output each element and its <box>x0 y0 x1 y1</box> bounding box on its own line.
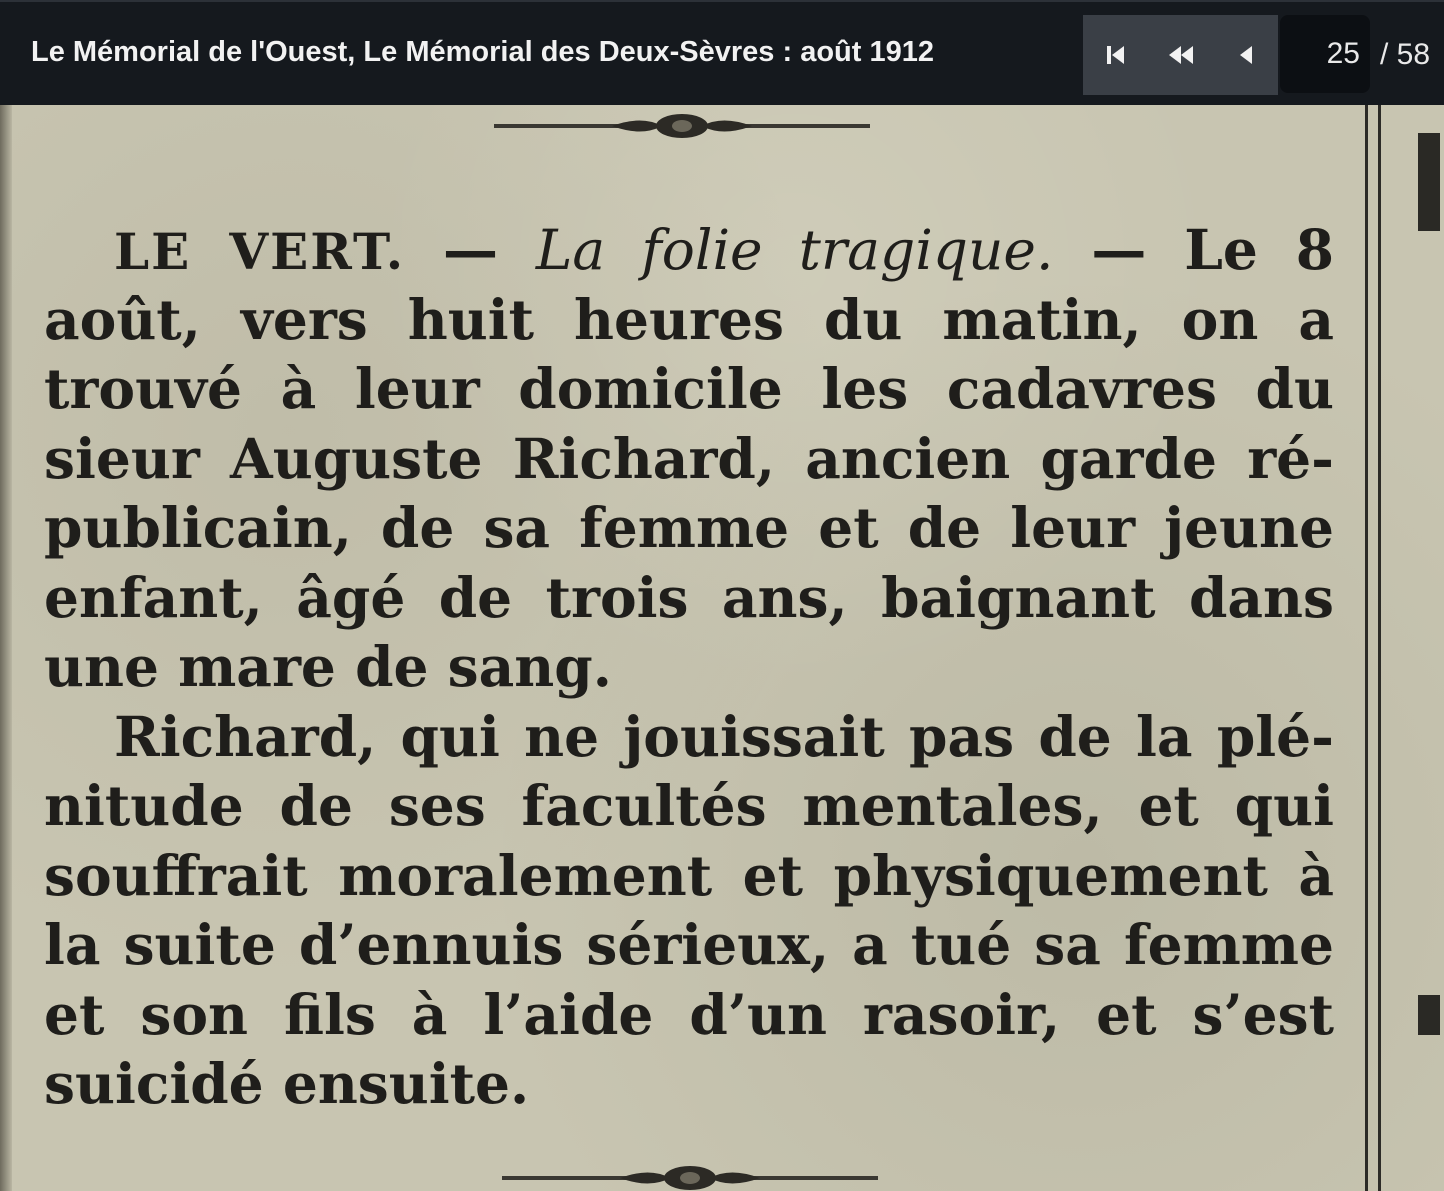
fragment-2 <box>1418 995 1440 1035</box>
page-edge-shadow <box>0 105 12 1191</box>
article <box>44 215 1334 1119</box>
article-line: une mare de sang. <box>44 634 612 699</box>
top-ornament-icon <box>492 109 872 145</box>
article-line: — Le 8 <box>1091 217 1334 282</box>
article-heading-dash: — <box>443 217 499 282</box>
article-line: août, vers huit heures du matin, on a <box>44 286 1334 352</box>
article-line: nitude de ses facultés mentales, et qui <box>44 773 1334 838</box>
article-line: souffrait moralement et physiquement à <box>44 842 1334 908</box>
previous-page-icon <box>1238 44 1254 66</box>
viewer-toolbar <box>0 0 1444 105</box>
article-line: Richard, qui ne jouissait pas de la plé- <box>114 703 1334 769</box>
article-title: La folie tragique. <box>535 218 1054 282</box>
current-page-input[interactable] <box>1280 15 1370 93</box>
article-line: et son fils à l’aide d’un rasoir, et s’est <box>44 981 1334 1047</box>
article-place: LE VERT. <box>114 222 406 281</box>
column-rule-left <box>1365 105 1368 1191</box>
first-page-button[interactable] <box>1083 15 1148 95</box>
article-line: trouvé à leur domicile les cadavres du <box>44 356 1334 421</box>
newspaper-page-scan <box>0 105 1444 1191</box>
page-navigation-group <box>1083 15 1278 95</box>
first-page-icon <box>1105 44 1127 66</box>
document-title: Le Mémorial de l'Ouest, Le Mémorial des Deux-Sèvres : août 1912 <box>31 36 934 68</box>
column-rule-right <box>1378 105 1381 1191</box>
rewind-button[interactable] <box>1148 15 1213 95</box>
article-line: suicidé ensuite. <box>44 1051 530 1116</box>
article-line: la suite d’ennuis sérieux, a tué sa femme <box>44 912 1334 977</box>
rewind-icon <box>1167 44 1195 66</box>
article-line: publicain, de sa femme et de leur jeune <box>44 495 1334 560</box>
previous-page-button[interactable] <box>1213 15 1278 95</box>
article-line: sieur Auguste Richard, ancien garde ré- <box>44 425 1334 491</box>
article-line: enfant, âgé de trois ans, baignant dans <box>44 564 1334 630</box>
fragment-1 <box>1418 133 1440 231</box>
total-pages: / 58 <box>1380 38 1431 71</box>
next-column-fragments <box>1418 105 1444 1191</box>
bottom-ornament-icon <box>500 1159 880 1191</box>
article-heading-line <box>44 215 1334 285</box>
